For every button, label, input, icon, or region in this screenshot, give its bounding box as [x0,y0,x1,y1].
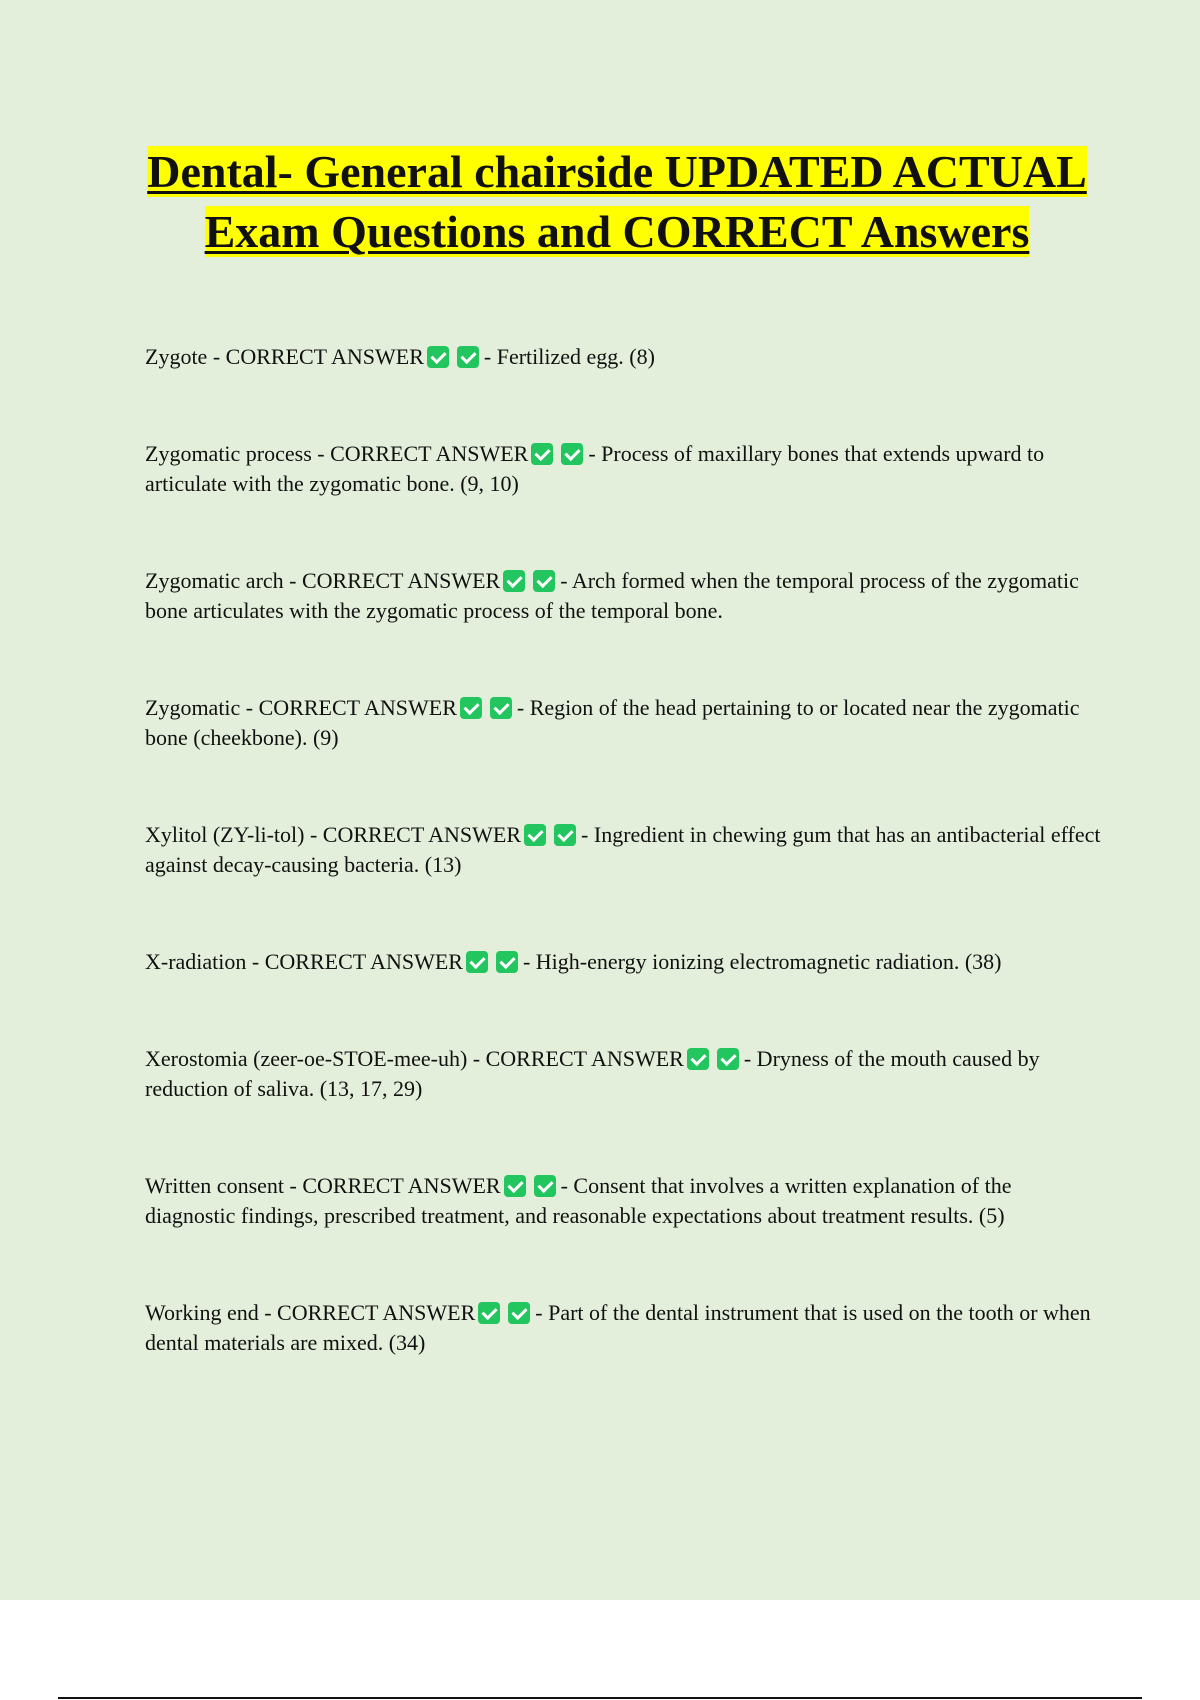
qa-definition: - Consent that involves a written explanation of the diagnostic findings, prescribed treatment, and reasonable expectations about treatment results. (5) [145,1173,1012,1228]
qa-term: Xylitol (ZY-li-tol) - CORRECT ANSWER [145,822,522,847]
check-box-icon [478,1302,500,1324]
qa-item [145,693,1105,753]
qa-term: X-radiation - CORRECT ANSWER [145,949,463,974]
qa-term: Zygomatic - CORRECT ANSWER [145,695,457,720]
qa-item [145,820,1105,880]
qa-list [145,342,1105,1425]
document-title-text: Dental- General chairside UPDATED ACTUAL Exam Questions and CORRECT Answers [147,146,1087,257]
qa-term: Zygomatic arch - CORRECT ANSWER [145,568,501,593]
check-box-icon [496,951,518,973]
check-box-icon [503,570,525,592]
qa-item [145,947,1105,977]
qa-definition: - Dryness of the mouth caused by reduction of saliva. (13, 17, 29) [145,1046,1040,1101]
footer-divider [58,1697,1142,1699]
check-box-icon [504,1175,526,1197]
check-box-icon [457,346,479,368]
qa-definition: - Region of the head pertaining to or located near the zygomatic bone (cheekbone). (9) [145,695,1080,750]
check-box-icon [561,443,583,465]
check-box-icon [554,824,576,846]
qa-item [145,1298,1105,1358]
check-box-icon [531,443,553,465]
qa-term: Zygote - CORRECT ANSWER [145,344,424,369]
qa-item [145,439,1105,499]
check-box-icon [466,951,488,973]
check-box-icon [427,346,449,368]
check-box-icon [524,824,546,846]
check-box-icon [508,1302,530,1324]
qa-item [145,1044,1105,1104]
qa-item [145,566,1105,626]
qa-item [145,342,1105,372]
qa-term: Written consent - CORRECT ANSWER [145,1173,501,1198]
qa-term: Xerostomia (zeer-oe-STOE-mee-uh) - CORRECT ANSWER [145,1046,684,1071]
check-box-icon [534,1175,556,1197]
qa-definition: - Part of the dental instrument that is used on the tooth or when dental materials are mixed. (34) [145,1300,1091,1355]
document-title [120,142,1114,262]
check-box-icon [687,1048,709,1070]
qa-definition: - Arch formed when the temporal process of the zygomatic bone articulates with the zygomatic process of the temporal bone. [145,568,1079,623]
check-box-icon [533,570,555,592]
check-box-icon [717,1048,739,1070]
qa-item [145,1171,1105,1231]
qa-definition: - Fertilized egg. (8) [483,344,655,369]
qa-definition: - Ingredient in chewing gum that has an antibacterial effect against decay-causing bacteria. (13) [145,822,1101,877]
qa-definition: - Process of maxillary bones that extends upward to articulate with the zygomatic bone. (9, 10) [145,441,1045,496]
qa-term: Zygomatic process - CORRECT ANSWER [145,441,529,466]
check-box-icon [460,697,482,719]
qa-term: Working end - CORRECT ANSWER [145,1300,476,1325]
qa-definition: - High-energy ionizing electromagnetic radiation. (38) [522,949,1002,974]
check-box-icon [490,697,512,719]
